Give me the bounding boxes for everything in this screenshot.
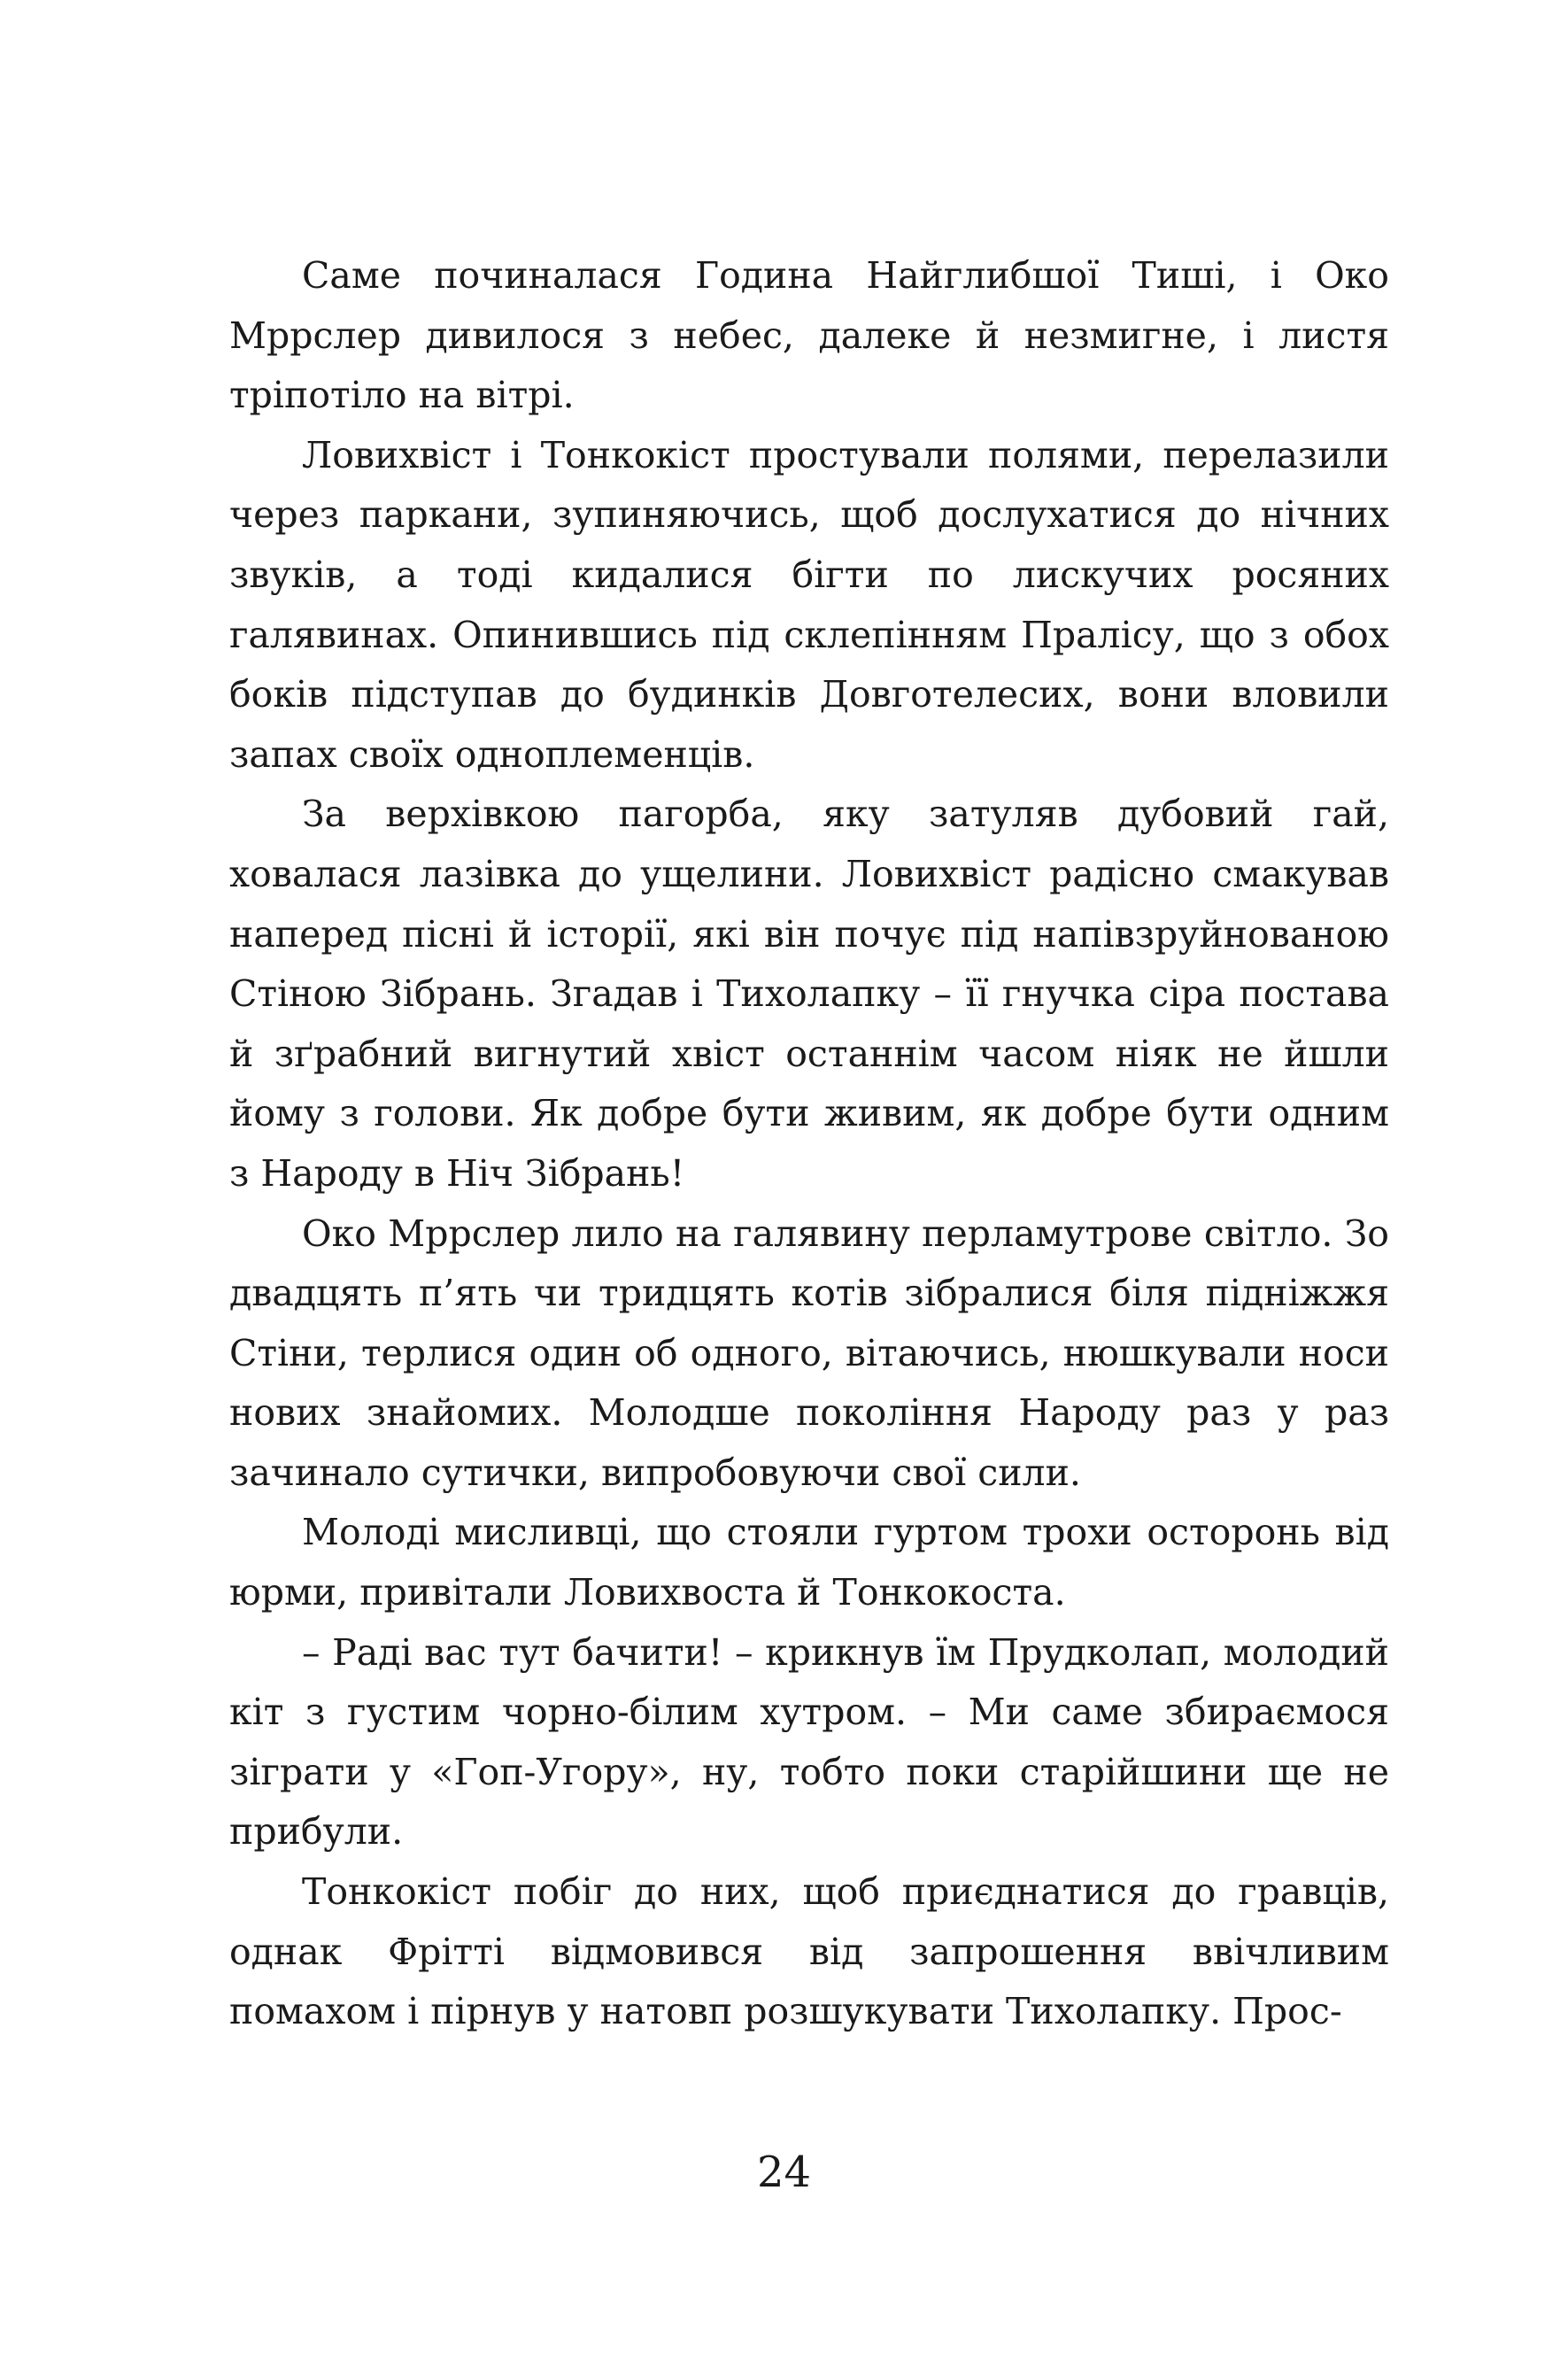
paragraph: Саме починалася Година Найглибшої Тиші, і Око Мррслер дивилося з небес, далеке й незмигне, і листя тріпотіло на вітрі. bbox=[229, 254, 1389, 417]
body-text bbox=[229, 246, 1389, 2042]
paragraph: Молоді мисливці, що стояли гуртом трохи осторонь від юрми, привітали Ловихвоста й Тонкокоста. bbox=[229, 1511, 1389, 1614]
paragraph: – Раді вас тут бачити! – крикнув їм Прудколап, молодий кіт з густим чорно-білим хутром. – Ми саме збираємося зіграти у «Гоп-Угору», ну, тобто поки старійшини ще не прибули. bbox=[229, 1630, 1389, 1854]
page-number: 24 bbox=[756, 2148, 812, 2197]
paragraph: Ловихвіст і Тонкокіст простували полями, перелазили через паркани, зупиняючись, щоб дослухатися до нічних звуків, а тоді кидалися бігти по лискучих росяних галявинах. Опинившись під склепінням Пралісу, що з обох боків підступав до будинків Довготелесих, вони вловили запах своїх одноплеменців. bbox=[229, 433, 1389, 776]
paragraph: Око Мррслер лило на галявину перламутрове світло. Зо двадцять п’ять чи тридцять котів зібралися біля підніжжя Стіни, терлися один об одного, вітаючись, нюшкували носи нових знайомих. Молодше покоління Народу раз у раз зачинало сутички, випробовуючи свої сили. bbox=[229, 1211, 1389, 1494]
paragraph: Тонкокіст побіг до них, щоб приєднатися до гравців, однак Фрітті відмовився від запрошення ввічливим помахом і пірнув у натовп розшукувати Тихолапку. Прос- bbox=[229, 1870, 1389, 2033]
paragraph: За верхівкою пагорба, яку затуляв дубовий гай, ховалася лазівка до ущелини. Ловихвіст радісно смакував наперед пісні й історії, які він почує під напівзруйнованою Стіною Зібрань. Згадав і Тихолапку – її гнучка сіра постава й зґрабний вигнутий хвіст останнім часом ніяк не йшли йому з голови. Як добре бути живим, як добре бути одним з Народу в Ніч Зібрань! bbox=[229, 793, 1389, 1195]
